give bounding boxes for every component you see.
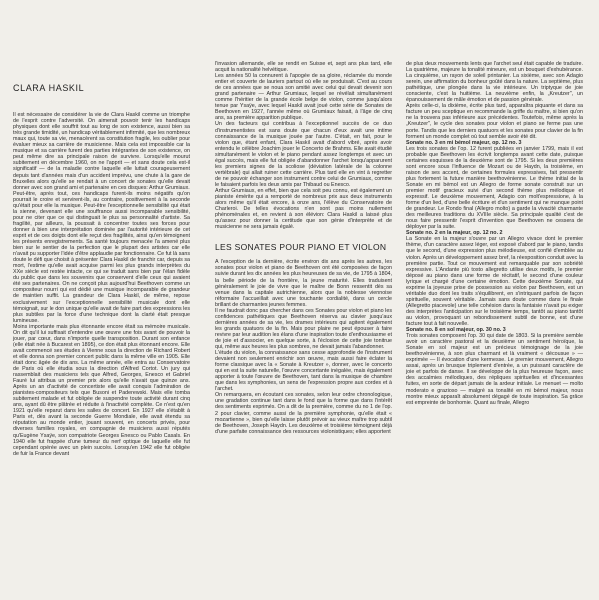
- sonata-heading: Sonate no. 8 en sol majeur, op. 30 no. 3: [406, 327, 506, 334]
- paragraph: Moins importante mais plus étonnante encore était sa mémoire musicale. On dit qu'il lui suffisait d'entendre une œuvre une fois avant de pouvoir la jouer, par cœur, dans n'importe quelle transposition. Durant son enfance (elle était née à Bucarest en 1895), ce don était plus étonnant encore. Elle avait commencé ses études à Vienne sous la direction de Richard Robert et elle donna son premier concert public dans la même ville en 1905. Elle était donc âgée de dix ans. La même année, elle entra au Conservatoire de Paris où elle étudia sous la direction d'Alfred Cortot. Un jury qui rassemblait des musiciens tels que Alfred, Georges, Enesco et Gabriel Fauré lui attribua un premier prix alors qu'elle n'avait que quinze ans. Après un an d'activité de concertiste elle avait conquis l'admiration de pianistes-compositeurs tels que Busoni et Paderewski. Mais elle tomba subitement malade et fut obligée de suspendre toute activité durant cinq ans, ayant dû être plâtrée et réduite à l'inactivité complète. Ce n'est qu'en 1921 qu'elle reparut dans les salles de concert. En 1927 elle s'établit à Paris et, dès avant la seconde Guerre Mondiale, elle avait étendu sa réputation au monde entier, jouant souvent, en concerts privés, pour diverses familles royales, en compagnie de musiciens aussi réputés qu'Eugène Ysaÿe, son compatriote Georges Enesco ou Pablo Casals. En 1940 elle fut frappée d'une tumeur du nerf optique de laquelle elle fut cependant opérée avec un plein succès. Lorsqu'en 1942 elle fut obligée de fuir la France devant: [13, 323, 190, 457]
- paragraph: Il ne faudrait donc pas chercher dans ces Sonates pour violon et piano les confidences pathétiques que Beethoven réserva au clavier jusqu'aux dernières années de sa vie, les drames intérieurs qui agitent également les grands quatuors de la fin. Mais pour plaire ne peut épouser à faire revivre par leur audition les élans d'une inspiration toute d'enthousiasme et de joie et d'associer, en quelque sorte, à l'éclosion de cette joie tonitrue qui, même aux heures les plus sombres, ne devait jamais l'abandonner.: [215, 307, 392, 351]
- sonata-heading: Sonate no. 2 en la majeur, op. 12 no. 2: [406, 230, 503, 237]
- section-title: LES SONATES POUR PIANO ET VIOLON: [215, 242, 387, 253]
- paragraph: Arthur Grumiaux, en effet, bien que cela soit peu connu, est également un pianiste émérite qui a remporté de nombreux prix aux deux instruments alors même qu'il était encore, à onze ans, l'élève du Conservatoire de Charleroi. De telles évocations n'en sont pas moins nullement phénoménales et, en revient à son élévion: Clara Haskil a laissé plus qu'assez pour donner la certitude que son génie d'interprète et de musicienne ne sera jamais égalé.: [215, 187, 392, 231]
- paragraph: l'invasion allemande, elle se rendit en Suisse et, sept ans plus tard, elle acquit la nationalité helvétique.: [215, 61, 392, 74]
- column-1: [13, 0, 190, 457]
- paragraph: Il est nécessaire de considérer la vie de Clara Haskil comme un triomphe de l'esprit contre l'adversité. On aimerait pouvoir tenir les handicaps physiques dont elle souffrit tout au long de son existence, aussi bien sa très grande timidité, un handicap véritablement infirmité, que les nombreux maux qui, toute sa vie, menacèrent sa constitution fragile, les oublier pour évaluer mieux sa carrière de musicienne. Mais cela est impossible car la musique et sa carrière furent des parties intégrantes de son existence, on peut même dire sa principale raison de survivre. Lorsqu'elle mourut subitement en décembre 1960, on ne l'apprit — et sans doute cela est-il significatif — de la maladie contre laquelle elle luttait courageusement depuis tant d'années mais d'un accident imprévu, une chute à la gare de Bruxelles alors qu'elle se rendait à un concert de sonates qu'elle devait donner avec son grand ami et partenaire en ces disques: Arthur Grumiaux.: [13, 112, 190, 191]
- paragraph: Trois sonates composent l'op. 30 qui date de 1803. Si la première semble avoir un caractère pastoral et la deuxième un sentiment héroïque, la Sonate en sol majeur est un précieux témoignage de la joie beethovénienne, à son plus charmant et là vraiment « décousue » — exprimée — Il évocation d'une kermesse. Le premier mouvement, Allegro assai, après un brusque triplement d'entrée, a un puissant caractère de joie et parfois de danse. Il se développe de la plus heureuse façon, avec des accalmies mélodiques, des répliques spirituelles et d'incessantes fuites, en sorte de départ jamais de la ardeur initiale. Le menuet — molto moderato e grazioso — malgré sa tonalité en mi bémol majeur, nous montre mieux apparaît absolument dégagé de toute inspiration. Sa grâce est empreinte de bonhomie. Quant au finale, Allegro: [406, 333, 583, 406]
- paragraph: Un des facteurs qui contribua à l'exceptionnel succès de ce duo d'instrumentistes est sans doute que chacun d'eux avait une intime connaissance de la musique jouée par l'autre. C'était, en fait, pour le violon que, étant enfant, Clara Haskil avait d'abord vibré, après avoir entendu le célèbre Joachim jouer le Concerto de Brahms. Elle avait étudié simultanément le violon et le piano pendant assez longtemps et avec un égal succès, mais elle fut obligée d'abandonner l'archet lorsqu'apparurent les premiers signes de la scoliose (déviation latérale de la colonne vertébrale) qui allait ruiner cette carrière. Plus tard elle en vint à regretter de ne pouvoir échanger son instrument contre celui de Grumiaux, comme le faisaient parfois les deux amis par Thibaud ou Enesco.: [215, 121, 392, 188]
- paragraph: Peut-être, après tout, ces handicaps furent-ils moins négatifs qu'on pourrait le croire et servirent-ils, au contraire, positivement à la seconde qu'était pour elle la musique. Peut-être l'exceptionnelle sensibilité qui était la sienne, devenant elle une souffrance aussi incomparable sensibilité, pour ne citer que ce qui distinguait le plus sa personnalité d'artiste. Sa fragilité, par ailleurs, la poussait à concentrer toutes ses forces pour donner à bien une interprétation dominée par l'autorité intérieure de cet esprit et de ces doigts dont elle reçut des fragilités, ainsi qu'en témoignent les présents enregistrements. Sa santé toujours menacée l'a amené plus bien sur le sentier de la perfection que le plupart des artistes car elle n'avait pu supporter l'idée d'être applaudie par fonctionnaire. Ce fut là sans doute le défi que choisit à présenter Clara Haskil de franchir car, depuis sa mort, l'estime qu'elle avait acquise parmi les plus grands interprètes du XXe siècle est restée intacte, ce qui se traduit sans bien par l'élan fidèle du public que dans les souvenirs que conservent d'elle ceux qui avaient été ses partenaires. On ne conçoit plus aujourd'hui Beethoven comme un compositeur nourri qui est dédié une musique incomparable de grandeur de maintien suffit. La grandeur de Clara Haskil, de même, repose exclusivement sur l'exceptionnelle sensibilité musicale dont elle témoignait, sur le don unique qu'elle avait de faire part des expressions les plus subtiles par la force d'une technique dont la clarté était presque lumineuse.: [13, 190, 190, 324]
- paragraph: On remarquera, en écoutant ces sonates, selon leur ordre chronologique, une gradation continue tant dans le fond que la forme que dans l'intérêt des sentiments exprimés. On a dit de la première, comme du no 1 de l'op. 2 pour clavier, comme aussi de la première symphonie, qu'elle était « mozartienne », bien qu'elle laisse plutôt prévoir au vieux maître trop subtil de Beethoven, Joseph Haydn. Les deuxième et troisième témoignent déjà d'une parfaite connaissance des ressources violonistiques; elles apportent: [215, 392, 392, 435]
- paragraph: A l'exception de la dernière, écrite environ dix ans après les autres, les sonates pour violon et piano de Beethoven ont été composées de façon suivie durant les dix années les plus heureuses de sa vie, de 1795 à 1804, la belle période de la frontière, la jeune maturité. Elles traduisent généralement le joie de vivre que le maître de Bonn ressentit dès sa venue dans la capitale autrichienne, alors que la noblesse viennoise réformaire l'accueillait avec une touchante cordialité, dans un cercle brillant de charmantes jeunes femmes.: [215, 259, 392, 308]
- sonata-heading: Sonate no. 3 en mi bémol majeur, op. 12 no. 3: [406, 139, 522, 146]
- paragraph: de plus deux mouvements lents que l'archet seul était capable de traduire. La quatrième, majeure la tonalité mineure, est un bouquet d'exhubérance. La cinquième, un rayon de soleil printanier. La sixième, avec son Adagio serein, une affirmation du bonheur goûté dans la nature. La septième, plus pathétique, une plongée dans la vie intérieure. Un triptyque de joie consciente, c'est la huitième. La neuvième enfin, la „Kreutzer", un épanouissement de mâle émotion et de passion générale.: [406, 61, 583, 104]
- paragraph: Les trois sonates de l'op. 12 furent publiées en janvier 1799, mais il est probable que Beethoven les écrivit longtemps avant cette date, puisque certaines esquisses de la deuxième sont de 1795. Si les deux premières sont encore sous l'influence de Mozart ou de Haydn, la troisième, en raison de ses accent, de certaines formules expressives, fait pressentir plus fortement la future manière beethovénienne. Le thème initial de la Sonate en mi bémol est un Allegro de forme sonate construit sur un premier motif gracieux suivi d'un second thème plus mélodique et expressif. Le deuxième mouvement, Adagio con molt'espressione, à la forme d'un lied, d'une belle écriture et d'un sentiment qui ne manque point de grandeur. Le Rondo final (Allegro molto) a garde la vivacité charmante des meilleures traditions du XVIIIe siècle. Sa principale qualité c'est de nous faire pressentir l'esprit d'invention que Beethoven ne cessera de déployer par la suite.: [406, 145, 583, 231]
- paragraph: L'étude du violon, la connaissance sans cesse approfondie de l'instrument devaient non seulement enrichir son œuvre, mais aussi faire éclater la forme classique avec la « Sonate à Kreutzer », donner, avec le concerto qui en est la suite naturelle, l'œuvre concertante inégalée, mais également apporter à toute l'œuvre de Beethoven, tant dans la musique de chambre que dans les symphonies, un sens de l'expression propre aux cordes et à l'archet.: [215, 350, 392, 393]
- column-3: [406, 0, 583, 406]
- paragraph: Après celle-ci, la dixième, écrite plus tard, apparaîtra piquante et dans sa facture un peu sceptique en recommande la griffe du maître, si bien qu'on ne la trouvera pas inférieure aux précédentes. Toutefois, même après la „Kreutzer", le cycle des sonates pour violon et piano se ferme pas une porte. Tandis que les derniers quatuors et les sonates pour clavier de la fin forment un monde complet où tout semble avoir été dit.: [406, 103, 583, 140]
- column-2: [215, 0, 392, 435]
- paragraph: La Sonate en la majeur s'ouvre par un Allegro vivace dont le premier thème, d'un caractère assez léger, est exposé d'abord par le piano, tandis que le second, d'une expression plus mélodieuse, est confié d'emblée au violon. Après un développement assez bref, la réexposition conduit avec la première partie. Tout ce mouvement est remarquable par son sobriété expressive. L'Andante più tosto allegretto utilise deux motifs, le premier déposé au piano dans une forme de récitatif, le second d'une couleur lyrique et chargé d'une certaine émotion. Cette deuxième Sonate, qui exprime la joyeuse prise de possession au violon par Beethoven, est un véritable duo dont les traits s'équilibrent, en s'intriquant parfois de façon spirituelle, souvent véritable. Jamais sans doute comme dans le finale (Allegretto piacevole) une telle cohésion dans la fantaisie n'avait pu exiger des interprètes l'anticipation sur le troisième temps, tantôt au piano tantôt au violon, provoquant un rebondissement subtil de bonne, est d'une facture tout à fait nouvelle.: [406, 236, 583, 328]
- article-title: CLARA HASKIL: [13, 83, 85, 93]
- paragraph: Les années 50 la connurent à l'apogée de sa gloire, réclamée du monde entier et couverte de lauriers partout où elle se produisait. C'est au cours de ces années que se noua son amitié avec celui qui devait devenir son grand partenaire — Arthur Grumiaux, lequel se révélait simultanément comme l'héritier de la grande école belge de violon, comme jusqu'alors tenue par Ysaÿe, avec lequel Haskil avait joué cette série de Sonates de Beethoven en 1927, l'année même où Grumiaux faisait, à l'âge de cinq ans, sa première apparition publique.: [215, 73, 392, 122]
